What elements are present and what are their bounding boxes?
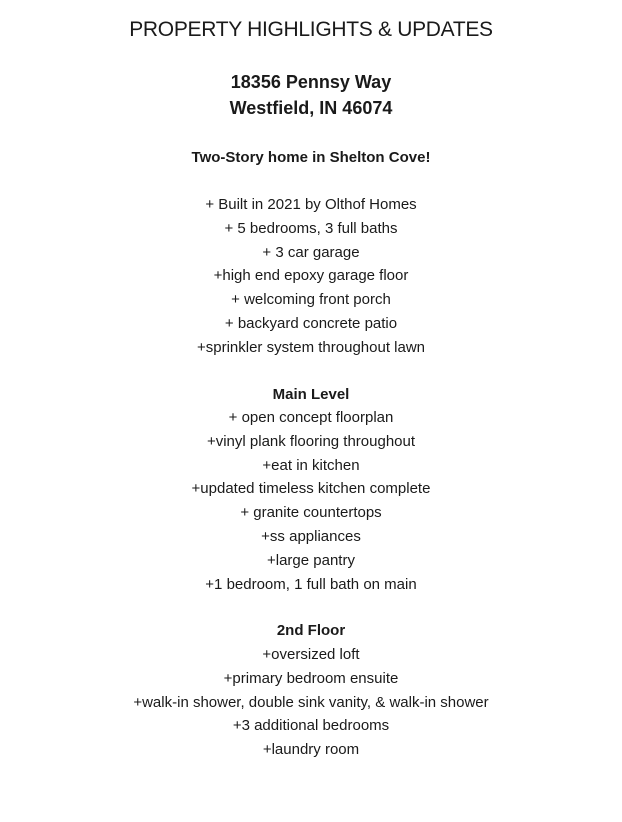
list-item: + 3 car garage: [262, 243, 360, 261]
list-item: +ss appliances: [261, 527, 361, 545]
list-item: +updated timeless kitchen complete: [191, 480, 431, 498]
list-item: +primary bedroom ensuite: [223, 669, 399, 687]
main-level-list: [0, 406, 622, 596]
list-item: +laundry room: [262, 741, 360, 759]
list-item: +sprinkler system throughout lawn: [196, 338, 426, 356]
second-floor-heading: 2nd Floor: [276, 622, 346, 639]
list-item: +vinyl plank flooring throughout: [206, 432, 416, 450]
property-subtitle: Two-Story home in Shelton Cove!: [191, 149, 431, 166]
list-item: + Built in 2021 by Olthof Homes: [205, 196, 417, 213]
list-item: + granite countertops: [240, 504, 382, 522]
page-title: PROPERTY HIGHLIGHTS & UPDATES: [129, 18, 493, 41]
list-item: +3 additional bedrooms: [232, 717, 390, 735]
address-line-1: 18356 Pennsy Way: [230, 72, 392, 92]
list-item: +oversized loft: [262, 646, 360, 663]
address-line-2: Westfield, IN 46074: [229, 98, 393, 118]
highlights-list: [0, 193, 622, 360]
list-item: +large pantry: [267, 551, 355, 569]
list-item: + 5 bedrooms, 3 full baths: [224, 219, 398, 237]
list-item: +walk-in shower, double sink vanity, & walk-in shower: [133, 693, 489, 711]
main-level-heading: Main Level: [272, 386, 350, 403]
list-item: +eat in kitchen: [262, 456, 360, 474]
list-item: +high end epoxy garage floor: [213, 267, 409, 285]
second-floor-list: [0, 643, 622, 762]
list-item: + welcoming front porch: [231, 291, 391, 309]
list-item: + open concept floorplan: [228, 409, 394, 426]
list-item: + backyard concrete patio: [224, 314, 398, 332]
list-item: +1 bedroom, 1 full bath on main: [205, 575, 417, 593]
